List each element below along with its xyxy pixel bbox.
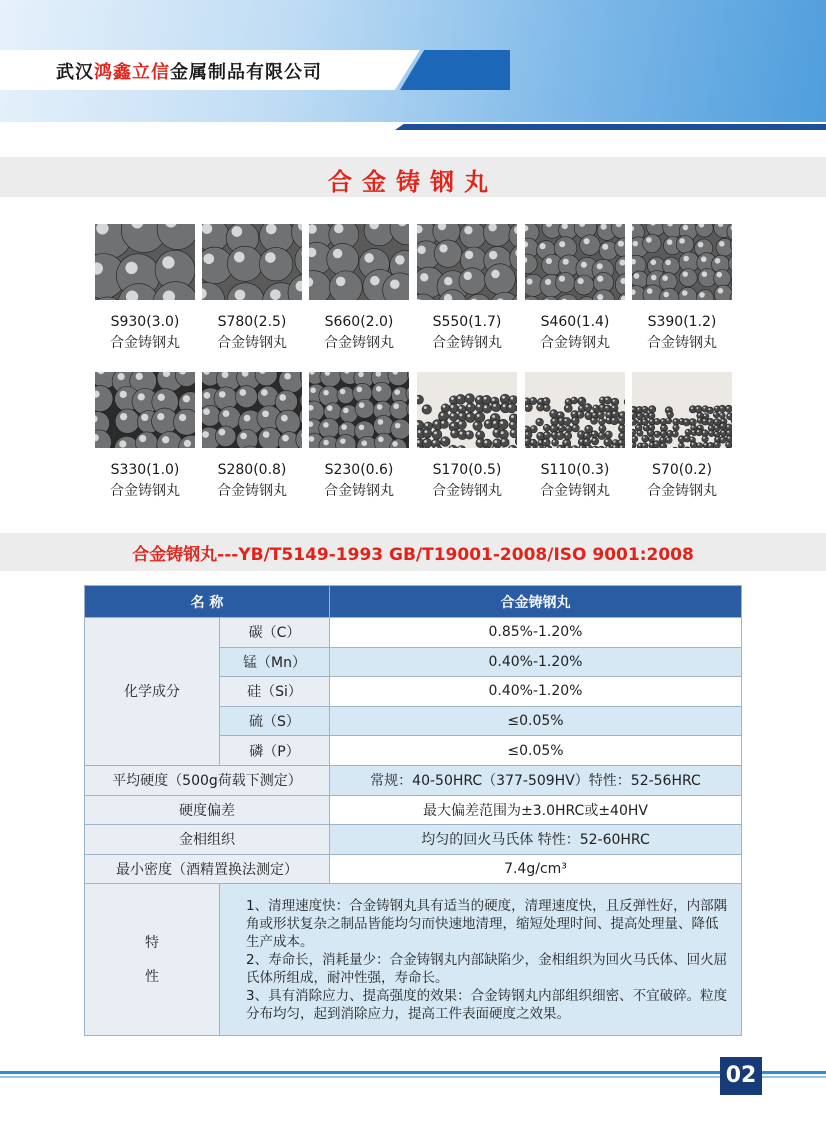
- feature-label: [85, 884, 220, 1036]
- product-image: [309, 224, 409, 300]
- product-item: [198, 224, 306, 352]
- feature-text: [220, 884, 742, 1036]
- chem-element: 硅（Si）: [220, 677, 330, 707]
- product-name: 合金铸钢丸: [647, 483, 717, 499]
- product-code: S460(1.4): [540, 314, 610, 330]
- product-name: 合金铸钢丸: [432, 483, 502, 499]
- table-header-row: [85, 586, 742, 618]
- product-code: S930(3.0): [110, 314, 180, 330]
- product-item: [91, 224, 199, 352]
- company-name-highlight: 鸿鑫立信: [94, 62, 170, 83]
- table-row: [85, 795, 742, 825]
- product-name: 合金铸钢丸: [540, 483, 610, 499]
- product-image: [525, 224, 625, 300]
- page-title: 合金铸钢丸: [328, 168, 498, 196]
- table-row: [85, 884, 742, 1036]
- spec-table: [84, 585, 742, 1036]
- feature-item: 1、清理速度快：合金铸钢丸具有适当的硬度，清理速度快，且反弹性好，内部隅角或形状复杂之制品皆能均匀而快速地清理，缩短处理时间、提高处理量、降低生产成本。: [246, 897, 728, 950]
- structure-label: 金相组织: [85, 825, 330, 855]
- product-code: S170(0.5): [432, 462, 502, 478]
- header-name-cell: 名 称: [85, 586, 330, 618]
- feature-label-char: 性: [145, 968, 159, 985]
- product-name: 合金铸钢丸: [324, 483, 394, 499]
- product-code: S390(1.2): [647, 314, 717, 330]
- feature-item: 2、寿命长，消耗量少：合金铸钢丸内部缺陷少，金相组织为回火马氏体、回火屈氏体所组成，耐冲性强，寿命长。: [246, 951, 728, 986]
- product-name: 合金铸钢丸: [324, 335, 394, 351]
- product-item: [628, 224, 736, 352]
- chem-value: ≤0.05%: [330, 736, 742, 766]
- product-image: [632, 224, 732, 300]
- chem-value: 0.40%-1.20%: [330, 677, 742, 707]
- chem-element: 硫（S）: [220, 706, 330, 736]
- structure-value: 均匀的回火马氏体 特性：52-60HRC: [330, 825, 742, 855]
- product-image: [309, 372, 409, 448]
- product-name: 合金铸钢丸: [540, 335, 610, 351]
- product-name: 合金铸钢丸: [110, 483, 180, 499]
- product-item: [91, 372, 199, 500]
- product-item: [305, 224, 413, 352]
- product-image: [202, 372, 302, 448]
- company-name-prefix: 武汉: [56, 62, 94, 83]
- product-image: [95, 224, 195, 300]
- chem-value: 0.85%-1.20%: [330, 618, 742, 648]
- chem-value: 0.40%-1.20%: [330, 647, 742, 677]
- product-code: S110(0.3): [540, 462, 610, 478]
- footer-line: [0, 1071, 826, 1074]
- density-value: 7.4g/cm³: [330, 854, 742, 884]
- header-underline: [395, 124, 826, 130]
- product-code: S550(1.7): [432, 314, 502, 330]
- product-item: [628, 372, 736, 500]
- product-code: S660(2.0): [324, 314, 394, 330]
- product-name: 合金铸钢丸: [217, 483, 287, 499]
- product-image: [525, 372, 625, 448]
- product-code: S230(0.6): [324, 462, 394, 478]
- table-row: [85, 618, 742, 648]
- product-item: [305, 372, 413, 500]
- standard-text: 合金铸钢丸---YB/T5149-1993 GB/T19001-2008/ISO 9001:2008: [132, 545, 694, 565]
- chem-element: 锰（Mn）: [220, 647, 330, 677]
- chem-label: 化学成分: [85, 618, 220, 766]
- product-code: S330(1.0): [110, 462, 180, 478]
- density-label: 最小密度（酒精置换法测定）: [85, 854, 330, 884]
- footer-line-thin: [0, 1076, 826, 1078]
- table-row: [85, 825, 742, 855]
- table-row: [85, 854, 742, 884]
- product-code: S280(0.8): [217, 462, 287, 478]
- header-value-cell: 合金铸钢丸: [330, 586, 742, 618]
- product-item: [521, 372, 629, 500]
- chem-element: 磷（P）: [220, 736, 330, 766]
- table-row: [85, 765, 742, 795]
- product-code: S780(2.5): [217, 314, 287, 330]
- product-name: 合金铸钢丸: [647, 335, 717, 351]
- feature-item: 3、具有消除应力、提高强度的效果：合金铸钢丸内部组织细密、不宜破碎。粒度分布均匀，起到消除应力，提高工件表面硬度之效果。: [246, 987, 728, 1022]
- company-name: [56, 58, 322, 84]
- product-image: [95, 372, 195, 448]
- product-name: 合金铸钢丸: [432, 335, 502, 351]
- feature-label-char: 特: [145, 934, 159, 951]
- product-name: 合金铸钢丸: [110, 335, 180, 351]
- hardness-value: 常规：40-50HRC（377-509HV）特性：52-56HRC: [330, 765, 742, 795]
- deviation-label: 硬度偏差: [85, 795, 330, 825]
- deviation-value: 最大偏差范围为±3.0HRC或±40HV: [330, 795, 742, 825]
- product-image: [417, 372, 517, 448]
- product-item: [413, 224, 521, 352]
- product-image: [632, 372, 732, 448]
- company-name-suffix: 金属制品有限公司: [170, 62, 322, 83]
- product-code: S70(0.2): [652, 462, 712, 478]
- product-item: [521, 224, 629, 352]
- page-number: 02: [720, 1057, 762, 1095]
- product-item: [413, 372, 521, 500]
- product-item: [198, 372, 306, 500]
- product-image: [202, 224, 302, 300]
- product-name: 合金铸钢丸: [217, 335, 287, 351]
- hardness-label: 平均硬度（500g荷载下测定）: [85, 765, 330, 795]
- chem-element: 碳（C）: [220, 618, 330, 648]
- chem-value: ≤0.05%: [330, 706, 742, 736]
- product-image: [417, 224, 517, 300]
